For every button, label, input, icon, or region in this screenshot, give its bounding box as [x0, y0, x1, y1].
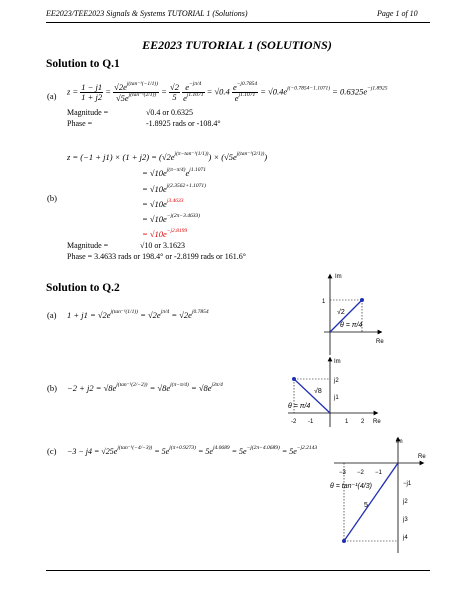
q2b-argand-plot	[278, 355, 388, 435]
tick-minus-1: -1	[308, 419, 314, 425]
tick-j4: j4	[403, 535, 408, 541]
q1b-line-2: = $√10e^{j(\pi-\pi/4)}e^{j1.1071}$	[142, 167, 206, 178]
q2a-argand-plot	[300, 270, 410, 360]
tick-j2: j2	[403, 499, 408, 505]
q1b-magnitude-label: Magnitude =	[67, 241, 109, 250]
page-title: EE2023 TUTORIAL 1 (SOLUTIONS)	[142, 38, 332, 52]
tick-minus-2: −2	[357, 470, 364, 476]
header-page-number: Page 1 of 10	[377, 9, 418, 18]
tick-j1: j1	[334, 395, 339, 401]
re-label: Re	[373, 419, 381, 425]
tick-minus-2: -2	[291, 419, 297, 425]
magnitude-label: √8	[314, 388, 322, 395]
q1b-line-4: = $√10e^{j3.4633}$	[142, 198, 184, 209]
q1a-phase-value: -1.8925 rads or -108.4°	[146, 119, 221, 128]
q1b-phase: Phase = 3.4633 rads or 198.4° or -2.8199 rads or 161.6°	[67, 252, 246, 261]
re-label: Re	[376, 339, 384, 345]
tick-2: 2	[361, 419, 365, 425]
q2b-label: (b)	[47, 383, 57, 393]
magnitude-label: 5	[364, 502, 368, 509]
q2a-label: (a)	[47, 310, 57, 320]
q1-heading: Solution to Q.1	[46, 58, 120, 70]
header-rule	[46, 22, 430, 23]
q2c-equation: $-3 - j4 = √25e^{j(tan^{-1}(-4/-3))} = 5e^{j(\pi+0.9273)} = 5e^{j4.0689} = 5e^{-j(2\pi-4.0689)} = 5e^{-j2.2143}$	[67, 445, 318, 456]
header-left: EE2023/TEE2023 Signals & Systems TUTORIAL 1 (Solutions)	[46, 9, 248, 18]
tick-j2: j2	[334, 378, 339, 384]
q1a-equation: z = $\frac{1 - j1}{1 + j2}$ = $\frac{√2e^{j(tan^{-1}(-1/1))}}{√5e^{j(tan^{-1}(2/1))}}$ = $\frac{√2}{5}$ $\frac{e^{-j\pi/4}}{e^{j1.1071}}$ = √0.4 $\frac{e^{-j0.7854}}{e^{j1.1071}}$ = $√0.4e^{j(-0.7854-1.1071)} = 0.6325e^{-j1.8925}$	[67, 81, 388, 103]
tick-minus-3: −3	[339, 470, 346, 476]
q1a-magnitude-value: √0.4 or 0.6325	[146, 108, 194, 117]
q1a-phase-label: Phase =	[67, 119, 93, 128]
footer-rule	[46, 570, 430, 571]
tick-label: 1	[322, 299, 326, 305]
tick-1: 1	[345, 419, 349, 425]
q1b-line-3: = $√10e^{j(2.3562+1.1071)}$	[142, 183, 206, 194]
q2b-equation: $-2 + j2 = √8e^{j(tan^{-1}(2/-2))} = √8e^{j(\pi-\pi/4)} = √8e^{j3\pi/4}$	[67, 382, 223, 393]
q1a-label: (a)	[47, 91, 57, 101]
phasor-point	[342, 539, 346, 543]
phasor-point	[360, 298, 364, 302]
q1b-magnitude-value: √10 or 3.1623	[140, 241, 186, 250]
tick-minus-1: −1	[375, 470, 382, 476]
phasor-vector	[344, 463, 398, 541]
q2c-argand-plot	[318, 435, 434, 555]
im-label: Im	[396, 439, 403, 445]
angle-label: θ = π/4	[288, 403, 311, 410]
q1b-line-6: = $√10e^{-j2.8199}$	[142, 228, 188, 239]
im-label: Im	[334, 359, 341, 365]
re-label: Re	[418, 454, 426, 460]
q2c-label: (c)	[47, 446, 57, 456]
tick-minus-j1: −j1	[403, 481, 412, 487]
angle-label: θ = π/4	[340, 322, 363, 329]
q1b-line-5: = $√10e^{-j(2\pi-3.4633)}$	[142, 213, 201, 224]
tick-j3: j3	[403, 517, 408, 523]
q2a-equation: $1 + j1 = √2e^{j(tan^{-1}(1/1))} = √2e^{j\pi/4} = √2e^{j0.7854}$	[67, 309, 209, 320]
q2-heading: Solution to Q.2	[46, 282, 120, 294]
angle-label: θ = tan⁻¹(4/3)	[330, 483, 372, 490]
q1b-line-1: $z = (-1 + j1) \times (1 + j2) = (√2e^{j(\pi-tan^{-1}(1/1))}) \times (√5e^{j(tan^{-1}(2/1))})$	[67, 151, 268, 162]
q1a-magnitude-label: Magnitude =	[67, 108, 109, 117]
magnitude-label: √2	[337, 309, 345, 316]
phasor-point	[292, 377, 296, 381]
q1b-label: (b)	[47, 193, 57, 203]
im-label: Im	[335, 274, 342, 280]
